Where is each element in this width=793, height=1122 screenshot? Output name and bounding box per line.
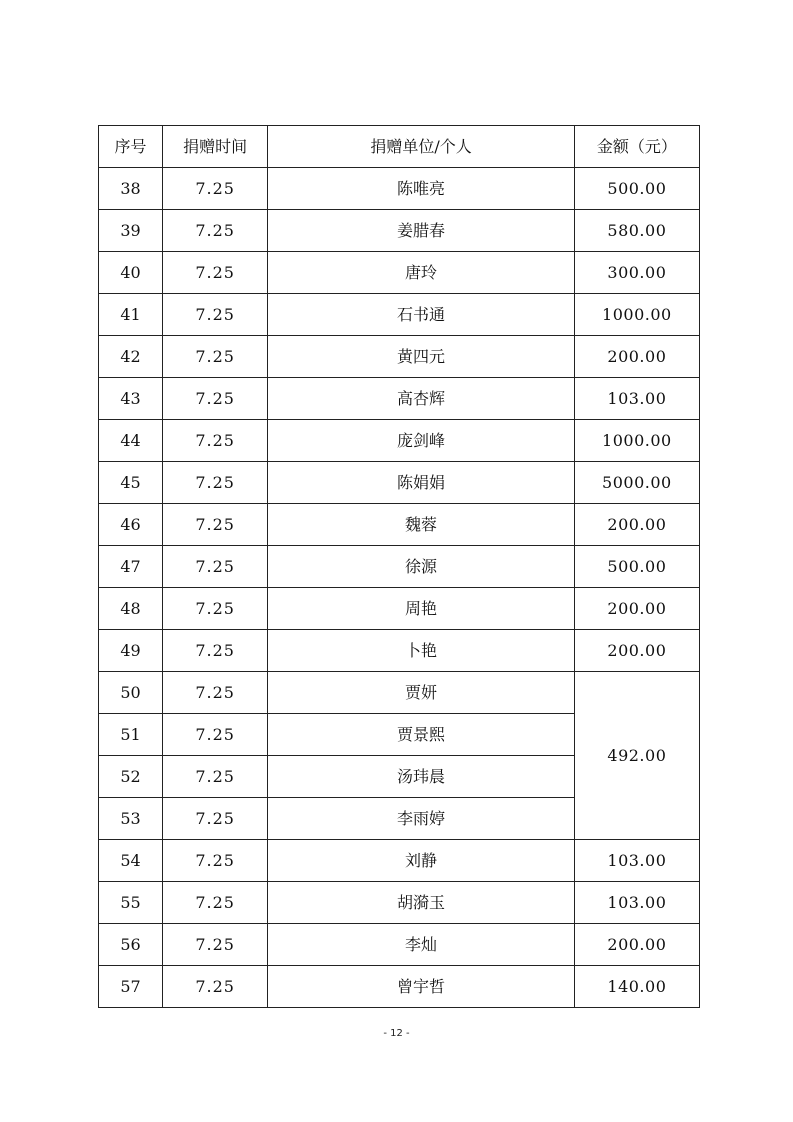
- cell-donor: 高杏辉: [268, 378, 575, 420]
- table-row: [99, 504, 700, 546]
- cell-no: 44: [99, 420, 163, 462]
- cell-donor: 胡漪玉: [268, 882, 575, 924]
- cell-no: 56: [99, 924, 163, 966]
- header-date: 捐赠时间: [163, 126, 268, 168]
- cell-amount: 5000.00: [574, 462, 699, 504]
- cell-donor: 贾妍: [268, 672, 575, 714]
- cell-donor: 唐玲: [268, 252, 575, 294]
- cell-no: 50: [99, 672, 163, 714]
- cell-amount: 103.00: [574, 882, 699, 924]
- table-header-row: [99, 126, 700, 168]
- cell-no: 45: [99, 462, 163, 504]
- table-body: [99, 168, 700, 1008]
- cell-no: 42: [99, 336, 163, 378]
- header-no: 序号: [99, 126, 163, 168]
- cell-date: 7.25: [163, 378, 268, 420]
- page-number: - 12 -: [383, 1028, 410, 1039]
- cell-date: 7.25: [163, 756, 268, 798]
- cell-date: 7.25: [163, 798, 268, 840]
- table-row: [99, 462, 700, 504]
- donation-table: [98, 125, 700, 1008]
- cell-donor: 曾宇哲: [268, 966, 575, 1008]
- cell-date: 7.25: [163, 462, 268, 504]
- cell-donor: 姜腊春: [268, 210, 575, 252]
- cell-donor: 徐源: [268, 546, 575, 588]
- cell-no: 54: [99, 840, 163, 882]
- cell-donor: 陈娟娟: [268, 462, 575, 504]
- cell-donor: 李雨婷: [268, 798, 575, 840]
- table-row: [99, 966, 700, 1008]
- cell-donor: 魏蓉: [268, 504, 575, 546]
- cell-no: 55: [99, 882, 163, 924]
- table-row: [99, 630, 700, 672]
- cell-no: 53: [99, 798, 163, 840]
- cell-no: 57: [99, 966, 163, 1008]
- cell-amount: 300.00: [574, 252, 699, 294]
- cell-date: 7.25: [163, 168, 268, 210]
- cell-no: 38: [99, 168, 163, 210]
- cell-donor: 石书通: [268, 294, 575, 336]
- cell-donor: 黄四元: [268, 336, 575, 378]
- cell-no: 39: [99, 210, 163, 252]
- cell-no: 41: [99, 294, 163, 336]
- cell-amount: 140.00: [574, 966, 699, 1008]
- cell-no: 52: [99, 756, 163, 798]
- cell-donor: 卜艳: [268, 630, 575, 672]
- cell-amount: 200.00: [574, 504, 699, 546]
- table-row: [99, 294, 700, 336]
- cell-amount: 1000.00: [574, 294, 699, 336]
- cell-date: 7.25: [163, 252, 268, 294]
- table-row: [99, 882, 700, 924]
- cell-donor: 李灿: [268, 924, 575, 966]
- cell-no: 40: [99, 252, 163, 294]
- cell-no: 46: [99, 504, 163, 546]
- cell-no: 48: [99, 588, 163, 630]
- table-row: [99, 168, 700, 210]
- cell-date: 7.25: [163, 714, 268, 756]
- cell-no: 47: [99, 546, 163, 588]
- table-row: [99, 924, 700, 966]
- cell-amount-merged: 492.00: [574, 672, 699, 840]
- cell-date: 7.25: [163, 336, 268, 378]
- cell-amount: 1000.00: [574, 420, 699, 462]
- cell-date: 7.25: [163, 546, 268, 588]
- cell-date: 7.25: [163, 672, 268, 714]
- cell-no: 49: [99, 630, 163, 672]
- cell-donor: 陈唯亮: [268, 168, 575, 210]
- cell-amount: 580.00: [574, 210, 699, 252]
- table-row: [99, 252, 700, 294]
- cell-date: 7.25: [163, 588, 268, 630]
- cell-donor: 庞剑峰: [268, 420, 575, 462]
- cell-date: 7.25: [163, 294, 268, 336]
- table-row: [99, 588, 700, 630]
- cell-date: 7.25: [163, 420, 268, 462]
- cell-donor: 刘静: [268, 840, 575, 882]
- cell-amount: 200.00: [574, 924, 699, 966]
- cell-date: 7.25: [163, 630, 268, 672]
- cell-donor: 周艳: [268, 588, 575, 630]
- table-row: [99, 378, 700, 420]
- cell-date: 7.25: [163, 924, 268, 966]
- cell-donor: 汤玮晨: [268, 756, 575, 798]
- cell-amount: 200.00: [574, 336, 699, 378]
- cell-amount: 500.00: [574, 168, 699, 210]
- cell-date: 7.25: [163, 966, 268, 1008]
- header-amount: 金额（元）: [574, 126, 699, 168]
- table-row: [99, 840, 700, 882]
- cell-date: 7.25: [163, 504, 268, 546]
- cell-date: 7.25: [163, 840, 268, 882]
- cell-donor: 贾景熙: [268, 714, 575, 756]
- cell-amount: 103.00: [574, 378, 699, 420]
- header-donor: 捐赠单位/个人: [268, 126, 575, 168]
- cell-amount: 500.00: [574, 546, 699, 588]
- cell-amount: 200.00: [574, 588, 699, 630]
- table-row: [99, 336, 700, 378]
- cell-date: 7.25: [163, 882, 268, 924]
- table-row: [99, 672, 700, 714]
- table-row: [99, 420, 700, 462]
- cell-date: 7.25: [163, 210, 268, 252]
- cell-no: 43: [99, 378, 163, 420]
- cell-amount: 103.00: [574, 840, 699, 882]
- cell-no: 51: [99, 714, 163, 756]
- table-row: [99, 546, 700, 588]
- table-row: [99, 210, 700, 252]
- cell-amount: 200.00: [574, 630, 699, 672]
